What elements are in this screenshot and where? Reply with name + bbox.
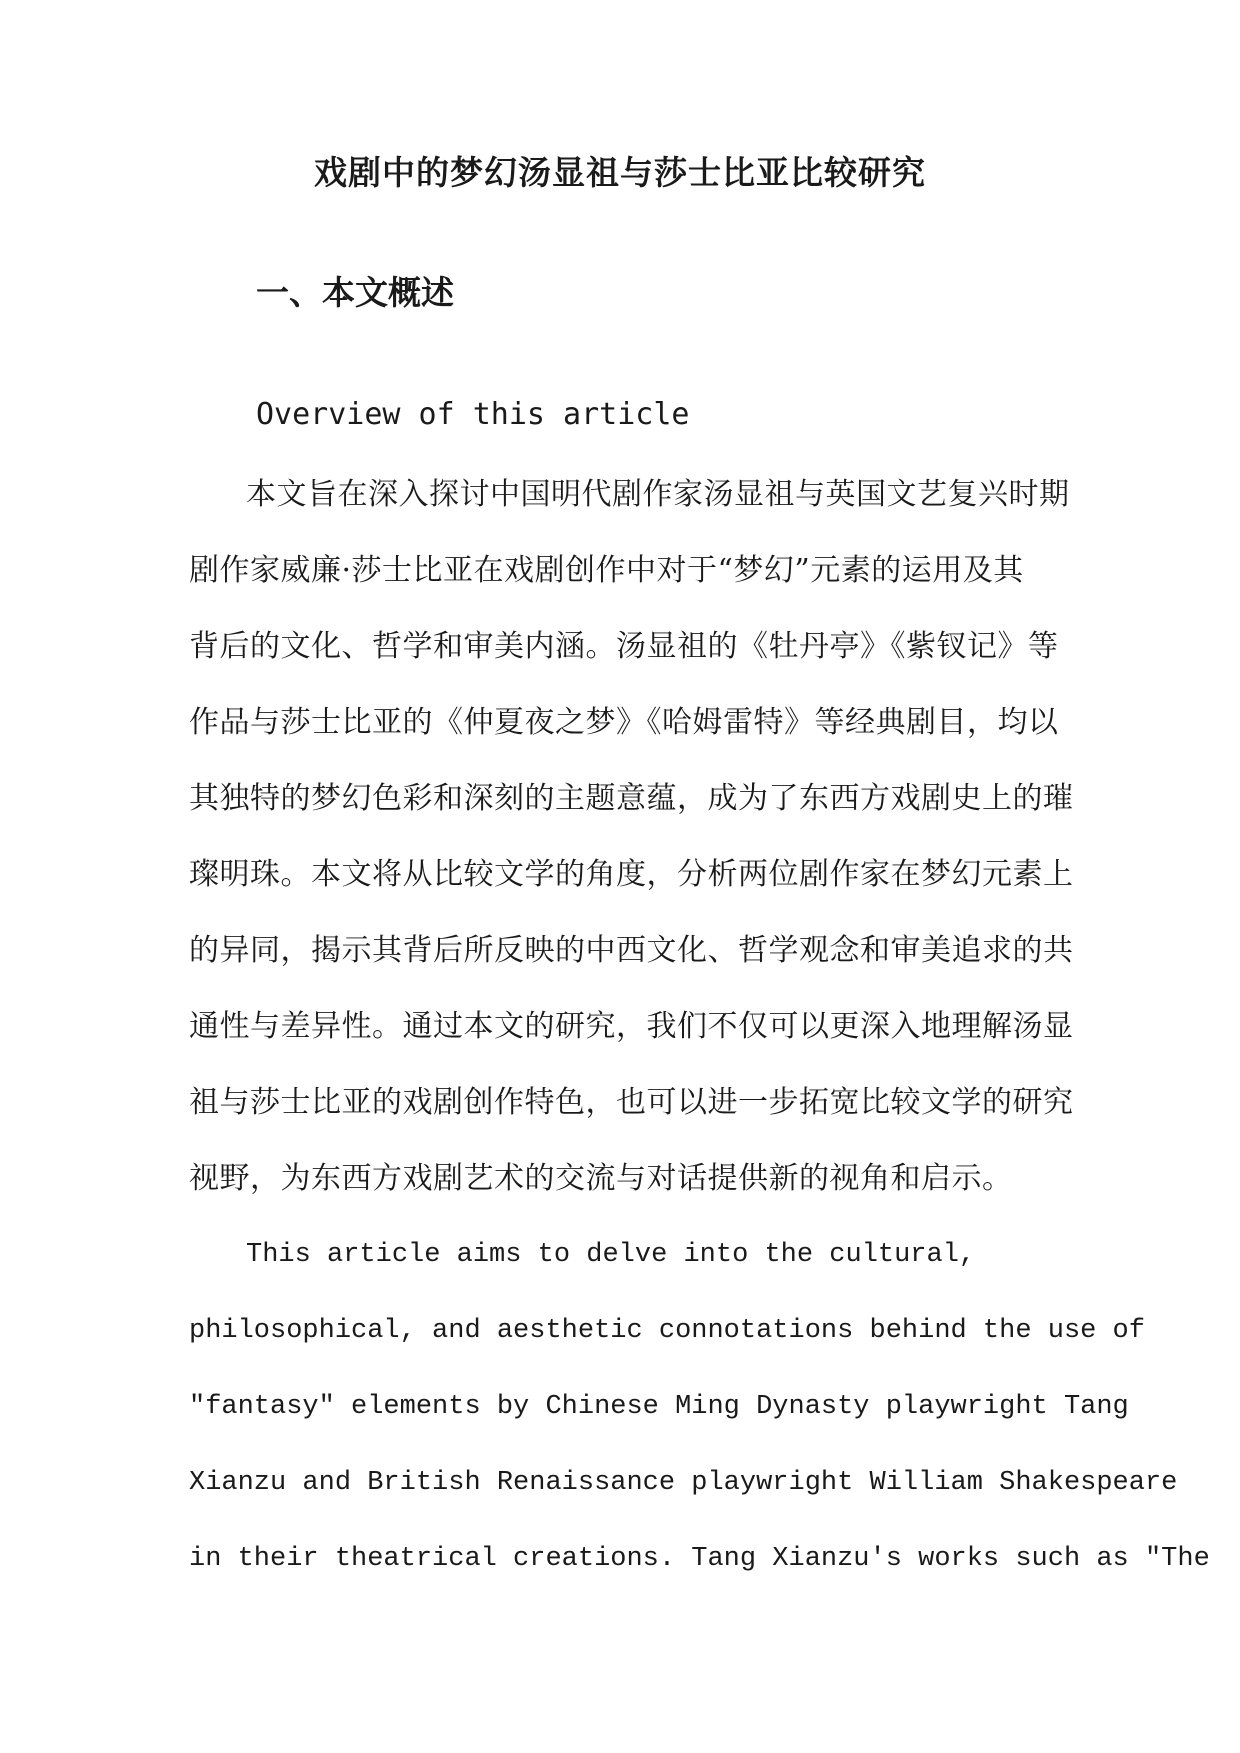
paragraph-line: "fantasy" elements by Chinese Ming Dynasty playwright Tang — [189, 1392, 1129, 1422]
paragraph-line: 本文旨在深入探讨中国明代剧作家汤显祖与英国文艺复兴时期 — [246, 477, 1070, 512]
section-heading-english: Overview of this article — [256, 397, 690, 432]
paragraph-line: 剧作家威廉·莎士比亚在戏剧创作中对于“梦幻”元素的运用及其 — [189, 553, 1024, 588]
paragraph-line: 背后的文化、哲学和审美内涵。汤显祖的《牡丹亭》《紫钗记》等 — [189, 629, 1059, 664]
paragraph-line: in their theatrical creations. Tang Xianzu's works such as "The — [189, 1544, 1210, 1574]
paragraph-line: This article aims to delve into the cultural, — [246, 1240, 976, 1270]
paragraph-line: 祖与莎士比亚的戏剧创作特色，也可以进一步拓宽比较文学的研究 — [189, 1085, 1074, 1120]
paragraph-line: 璨明珠。本文将从比较文学的角度，分析两位剧作家在梦幻元素上 — [189, 857, 1074, 892]
paragraph-line: Xianzu and British Renaissance playwright William Shakespeare — [189, 1468, 1178, 1498]
paragraph-line: 视野，为东西方戏剧艺术的交流与对话提供新的视角和启示。 — [189, 1161, 1013, 1196]
section-heading: 一、本文概述 — [256, 273, 454, 312]
paragraph-line: 其独特的梦幻色彩和深刻的主题意蕴，成为了东西方戏剧史上的璀 — [189, 781, 1074, 816]
paragraph-line: philosophical, and aesthetic connotations behind the use of — [189, 1316, 1145, 1346]
paragraph-line: 的异同，揭示其背后所反映的中西文化、哲学观念和审美追求的共 — [189, 933, 1074, 968]
paragraph-line: 作品与莎士比亚的《仲夏夜之梦》《哈姆雷特》等经典剧目，均以 — [189, 705, 1059, 740]
paragraph-line: 通性与差异性。通过本文的研究，我们不仅可以更深入地理解汤显 — [189, 1009, 1074, 1044]
document-title: 戏剧中的梦幻汤显祖与莎士比亚比较研究 — [314, 153, 926, 192]
